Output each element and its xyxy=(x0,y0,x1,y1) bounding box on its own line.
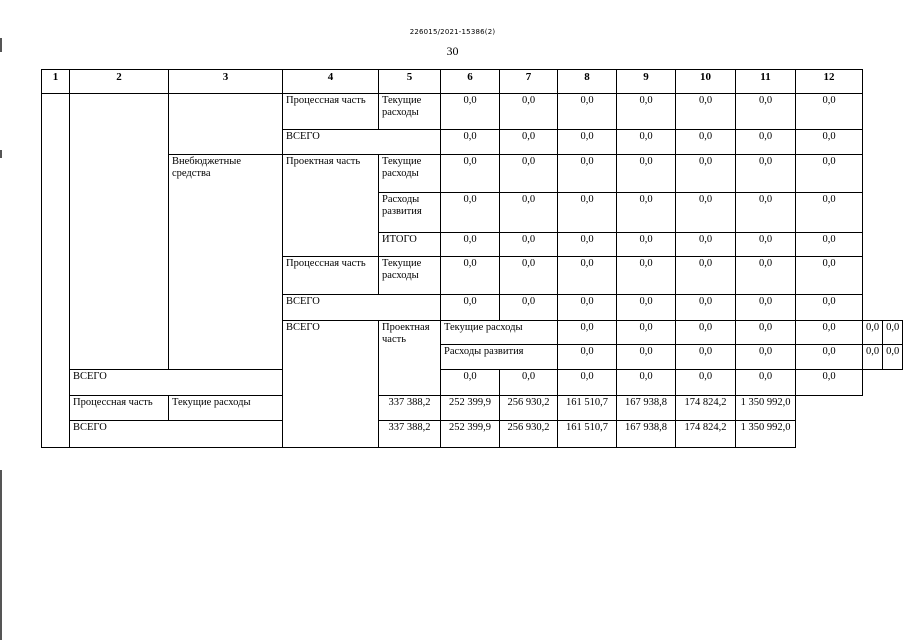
value-cell: 0,0 xyxy=(441,193,500,233)
scan-edge-mark-middle xyxy=(0,150,2,158)
value-cell: 0,0 xyxy=(676,130,736,155)
table-row xyxy=(42,155,903,193)
value-cell: 252 399,9 xyxy=(441,421,500,448)
value-cell: 0,0 xyxy=(736,193,796,233)
value-cell: 0,0 xyxy=(500,257,558,295)
value-cell: 0,0 xyxy=(796,257,863,295)
value-cell: 0,0 xyxy=(736,233,796,257)
value-cell: 0,0 xyxy=(558,345,617,370)
column-header: 7 xyxy=(500,70,558,94)
value-cell: 0,0 xyxy=(617,130,676,155)
value-cell: 0,0 xyxy=(676,257,736,295)
value-cell: 0,0 xyxy=(558,94,617,130)
development-expenses-label: Расходы развития xyxy=(441,345,558,370)
value-cell: 0,0 xyxy=(676,193,736,233)
process-part-label: Процессная часть xyxy=(283,94,379,130)
column-header: 12 xyxy=(796,70,863,94)
value-cell: 0,0 xyxy=(500,295,558,321)
column-header: 11 xyxy=(736,70,796,94)
budget-table xyxy=(41,69,903,448)
value-cell: 0,0 xyxy=(796,295,863,321)
value-cell: 0,0 xyxy=(796,370,863,396)
value-cell: 0,0 xyxy=(676,321,736,345)
value-cell: 0,0 xyxy=(863,345,883,370)
value-cell: 161 510,7 xyxy=(558,396,617,421)
value-cell: 0,0 xyxy=(500,233,558,257)
value-cell: 0,0 xyxy=(441,130,500,155)
value-cell: 0,0 xyxy=(617,345,676,370)
document-id: 226015/2021-15386(2) xyxy=(409,28,496,36)
value-cell: 0,0 xyxy=(796,94,863,130)
process-part-label: Процессная часть xyxy=(70,396,169,421)
value-cell: 252 399,9 xyxy=(441,396,500,421)
table-row xyxy=(42,370,903,396)
value-cell: 0,0 xyxy=(558,130,617,155)
total-label: ВСЕГО xyxy=(283,295,441,321)
grand-total-label: ВСЕГО xyxy=(283,321,379,448)
value-cell: 0,0 xyxy=(617,295,676,321)
subtotal-label: ИТОГО xyxy=(379,233,441,257)
project-part-label: Проектная часть xyxy=(283,155,379,257)
value-cell: 0,0 xyxy=(617,233,676,257)
value-cell: 0,0 xyxy=(500,193,558,233)
column-header: 5 xyxy=(379,70,441,94)
value-cell: 0,0 xyxy=(796,130,863,155)
value-cell: 0,0 xyxy=(736,370,796,396)
value-cell: 0,0 xyxy=(441,370,500,396)
value-cell: 167 938,8 xyxy=(617,396,676,421)
current-expenses-label: Текущие расходы xyxy=(169,396,379,421)
value-cell: 0,0 xyxy=(617,370,676,396)
total-label: ВСЕГО xyxy=(70,370,283,396)
value-cell: 0,0 xyxy=(558,155,617,193)
value-cell: 0,0 xyxy=(441,155,500,193)
value-cell: 0,0 xyxy=(441,257,500,295)
col1-cell xyxy=(42,94,70,448)
value-cell: 337 388,2 xyxy=(379,421,441,448)
value-cell: 1 350 992,0 xyxy=(736,421,796,448)
value-cell: 0,0 xyxy=(676,370,736,396)
value-cell: 0,0 xyxy=(676,233,736,257)
value-cell: 0,0 xyxy=(736,321,796,345)
column-header: 1 xyxy=(42,70,70,94)
col2-cell xyxy=(70,94,169,370)
extrabudgetary-label: Внебюджетные средства xyxy=(169,155,283,370)
value-cell: 0,0 xyxy=(441,233,500,257)
value-cell: 0,0 xyxy=(863,321,883,345)
value-cell: 0,0 xyxy=(617,257,676,295)
value-cell: 0,0 xyxy=(558,370,617,396)
value-cell: 0,0 xyxy=(441,94,500,130)
value-cell: 0,0 xyxy=(736,257,796,295)
grand-total-row-label: ВСЕГО xyxy=(70,421,379,448)
current-expenses-label: Текущие расходы xyxy=(379,94,441,130)
column-header: 9 xyxy=(617,70,676,94)
value-cell: 0,0 xyxy=(500,130,558,155)
column-header: 3 xyxy=(169,70,283,94)
current-expenses-label: Текущие расходы xyxy=(441,321,558,345)
column-header: 2 xyxy=(70,70,169,94)
value-cell: 0,0 xyxy=(676,155,736,193)
process-part-label: Процессная часть xyxy=(283,257,379,295)
value-cell: 0,0 xyxy=(441,295,500,321)
value-cell: 0,0 xyxy=(500,94,558,130)
page-number: 30 xyxy=(446,44,459,58)
column-header: 10 xyxy=(676,70,736,94)
value-cell: 256 930,2 xyxy=(500,396,558,421)
value-cell: 0,0 xyxy=(796,193,863,233)
column-header: 6 xyxy=(441,70,500,94)
project-part-label: Проектная часть xyxy=(379,321,441,396)
value-cell: 0,0 xyxy=(796,321,863,345)
value-cell: 161 510,7 xyxy=(558,421,617,448)
value-cell: 256 930,2 xyxy=(500,421,558,448)
table-row xyxy=(42,94,903,130)
value-cell: 0,0 xyxy=(736,130,796,155)
value-cell: 0,0 xyxy=(736,345,796,370)
value-cell: 0,0 xyxy=(558,233,617,257)
column-header: 8 xyxy=(558,70,617,94)
development-expenses-label: Расходы развития xyxy=(379,193,441,233)
value-cell: 0,0 xyxy=(617,94,676,130)
value-cell: 0,0 xyxy=(796,233,863,257)
value-cell: 0,0 xyxy=(883,345,903,370)
scan-edge-mark-bottom xyxy=(0,470,2,640)
total-label: ВСЕГО xyxy=(283,130,441,155)
value-cell: 0,0 xyxy=(736,155,796,193)
value-cell: 167 938,8 xyxy=(617,421,676,448)
col3-cell xyxy=(169,94,283,155)
value-cell: 337 388,2 xyxy=(379,396,441,421)
column-header: 4 xyxy=(283,70,379,94)
value-cell: 0,0 xyxy=(736,295,796,321)
table-row xyxy=(42,421,903,448)
value-cell: 0,0 xyxy=(558,295,617,321)
column-header-row xyxy=(42,70,903,94)
current-expenses-label: Текущие расходы xyxy=(379,155,441,193)
current-expenses-label: Текущие расходы xyxy=(379,257,441,295)
value-cell: 0,0 xyxy=(558,193,617,233)
value-cell: 0,0 xyxy=(617,321,676,345)
value-cell: 0,0 xyxy=(617,193,676,233)
value-cell: 0,0 xyxy=(558,257,617,295)
value-cell: 0,0 xyxy=(676,295,736,321)
value-cell: 0,0 xyxy=(676,345,736,370)
value-cell: 0,0 xyxy=(500,155,558,193)
value-cell: 0,0 xyxy=(736,94,796,130)
value-cell: 0,0 xyxy=(500,370,558,396)
value-cell: 0,0 xyxy=(617,155,676,193)
value-cell: 174 824,2 xyxy=(676,421,736,448)
table-row xyxy=(42,396,903,421)
value-cell: 0,0 xyxy=(558,321,617,345)
value-cell: 1 350 992,0 xyxy=(736,396,796,421)
value-cell: 0,0 xyxy=(883,321,903,345)
value-cell: 0,0 xyxy=(676,94,736,130)
value-cell: 0,0 xyxy=(796,345,863,370)
value-cell: 0,0 xyxy=(796,155,863,193)
value-cell: 174 824,2 xyxy=(676,396,736,421)
